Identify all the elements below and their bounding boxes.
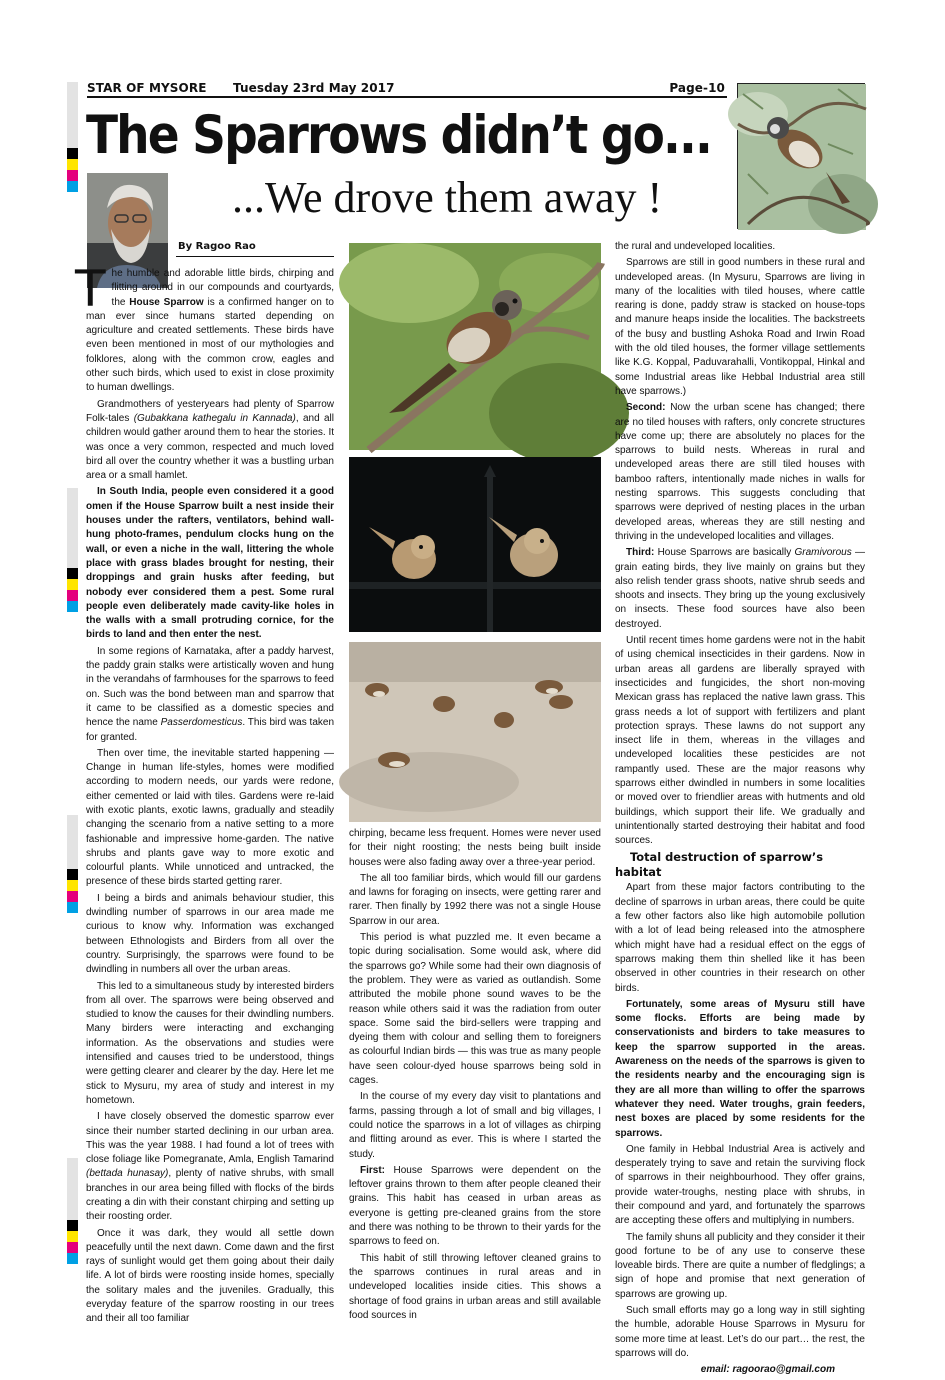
section-subheading: Total destruction of sparrow’s habitat [615,850,823,880]
paragraph: I have closely observed the domestic sparrow ever since their number started declining in our urban area. This was the year 1988. I had found a lot of trees with close foliage like Pomegranate, Amla, English Tamarind (bettada hunasay), plenty of native shrubs, with small branches in our area being filled with flocks of the birds creating a din with their constant chirping and setting up their roosting order. [86,1111,334,1223]
paragraph: This led to a simultaneous study by interested birders from all over. The sparrows were being observed and studied to know the causes for their dwindling numbers. Many birders were interacting and exchanging information. As the observations and studies were intensified and causes tried to be understood, things were getting clearer and clearer by the day. Here let me stick to Mysuru, my area of study and interest in my hometown. [86,980,334,1106]
page-number: Page-10 [669,81,725,95]
drop-cap: T [75,260,106,318]
paragraph: the rural and undeveloped localities. [615,241,776,252]
byline: By Ragoo Rao [178,241,256,252]
byline-rule [176,256,334,257]
article-column-3 [615,240,865,1380]
subheadline: ...We drove them away ! [232,173,663,222]
paragraph-bold: In South India, people even considered it a good omen if the House Sparrow built a nest inside their houses under the rafters, ventilators, behind wall-hung photo-frames, pendulum clocks hung on the wall, or even a niche in the wall, littering the whole place with grass blades brought for nesting, their droppings and grain husks after feeding, but nobody ever considered them a pest. Some rural people even deliberately made cavity-like holes in the walls with a small protruding cornice, for the birds to land and then enter the nest. [86,486,334,641]
paragraph: Until recent times home gardens were not in the habit of using chemical insecticides in their gardens. Now in urban areas all gardens are liberally sprayed with insecticides and fungicides, the short non-moving Mexican grass has replaced the native lawn grass. This grass needs a lot of support with fertilizers and plant protection sprays. These lawns do not support any insect life in them, whereas in the villages and undeveloped localities these pesticides are not rampantly used. These are the major reasons why sparrows either dwindled in numbers in some localities or moved over to friendlier areas with hutments and old buildings, which support their life. We gradually and unintentionally started destroying their habitat and food sources. [615,635,865,847]
issue-date: Tuesday 23rd May 2017 [233,81,395,95]
paragraph: Apart from these major factors contributing to the decline of sparrows in urban areas, there could be quite a few other factors also like high automobile pollution with a lot of lead being released into the atmosphere which might have had a residual effect on the eggs of sparrows making them thin shelled like it has been observed in other countries in their research on other birds. [615,882,865,994]
photo-sparrow-on-branch [349,243,601,450]
paragraph: Sparrows are still in good numbers in these rural and undeveloped areas. (In Mysuru, Sparrows are living in many of the localities with tiled houses, where cattle rearing is done, paddy straw is stacked on house-tops and manure heaps inside the localities. The backstreets of the busy and bustling Ashoka Road and Irwin Road with the old tiled houses, the former village settlements like K.G. Koppal, Paduvarahalli, Vontikoppal, Hinkal and some Industrial areas like Hebbal Industrial area still have sparrows.) [615,257,865,397]
color-registration-strip-bottom [67,1158,78,1264]
newspaper-name: STAR OF MYSORE [87,81,207,95]
paragraph: Grandmothers of yesteryears had plenty of Sparrow Folk-tales (Gubakkana kathegalu in Kannada), and all children would gather around them to hear the stories. It was once a very common, respected and much loved bird all over the country whether it was a bustling urban area or a small hamlet. [86,398,335,482]
masthead-bar [87,80,727,98]
paragraph: The family shuns all publicity and they consider it their good fortune to be of any use to conserve these loveable birds. There are quite a number of fledglings; a sign of hope and promise that next generation of sparrows are growing up. [615,1231,866,1300]
paragraph: chirping, became less frequent. Homes were never used for their night roosting; the nests being built inside houses were also fading away over a three-year period. [349,828,601,868]
paragraph: One family in Hebbal Industrial Area is actively and desperately trying to save and retain the surviving flock of sparrows in their neighbourhood. They offer grains, provide water-troughs, nesting place with shrubs, in their compound and yard, and fortunately the sparrows are accepting these offers and multiplying in numbers. [615,1143,865,1227]
paragraph: Second: Now the urban scene has changed; there are no tiled houses with rafters, only concrete structures have come up; there are absolutely no places for the sparrows to build nests. Whereas in rural and undeveloped areas there are still tiled houses with bamboo rafters, intentionally made niches in walls for nesting sparrows. This suggests concluding that sparrows were deprived of nesting places in the urban developed areas, whereas they are still nesting and thriving in the undeveloped localities and villages. [615,402,865,542]
paragraph: I being a birds and animals behaviour studier, this dwindling number of sparrows in our area made me curious to know why. Information was exchanged between Ethnologists and Birders from all over the country. Surprisingly, the sparrows were found to be dwindling in numbers all over the urban areas. [86,892,334,976]
color-registration-strip-mid [67,488,78,612]
color-registration-strip-top [67,82,78,192]
paragraph: This habit of still throwing leftover cleaned grains to the sparrows continues in rural areas and in undeveloped localities inside cities. This shows a shortage of food grains in urban areas and still available food sources in [349,1252,601,1321]
paragraph: Then over time, the inevitable started happening — Change in human life-styles, homes were modified according to modern needs, our yards were redone, either cemented or laid with tiles. Gardens were re-laid with exotic plants, exotic lawns, gradually and steadily changing the scenario from a native setting to a more fashionable and impressive home-garden. The native shrubs and plants gave way to more exotic and colourful plants. While unnoticed and untracked, the presence of these birds started getting rarer. [86,747,334,888]
paragraph: The all too familiar birds, which would fill our gardens and lawns for foraging on insects, were getting rarer and rarer. Then finally by 1992 there was not a single House Sparrow in our area. [349,872,601,927]
headline: The Sparrows didn’t go... [86,104,711,167]
paragraph-intro: The humble and adorable little birds, chirping and flitting around in our compounds and courtyards, the House Sparrow is a confirmed hanger on to man ever since humans started depending on agriculture and created settlements. These birds have even been mentioned in most of our mythologies and folklores, along with the common crow, eagles and other such birds, which used to exist in close proximity to human dwellings. [75,260,334,394]
author-email: email: ragoorao@gmail.com [700,1364,835,1376]
paragraph: In some regions of Karnataka, after a paddy harvest, the paddy grain stalks were artistically woven and hung in the verandahs of farmhouses for the sparrows to feed on. Such was the bond between man and sparrow that it came to be classified as a domestic species and hence the name Passerdomesticus. This bird was taken for granted. [86,645,335,743]
paragraph: In the course of my every day visit to plantations and farms, passing through a lot of small and big villages, I could notice the sparrows in a lot of villages as chirping and flitting around as ever. This is where I started the study. [349,1091,601,1160]
paragraph: Third: House Sparrows are basically Gramivorous — grain eating birds, they live mainly on grains but they also relish tender grass shoots, native shrub seeds and shoots and insects. They bring up the young exclusively on insects. These food sources have also been destroyed. [615,547,865,630]
photo-sparrows-feeding-on-ground [349,642,601,822]
paragraph: First: House Sparrows were dependent on the leftover grains thrown to them after people cleaned their grains. This habit has ceased in urban areas as everyone is getting pre-cleaned grains from the store and there was nothing to be thrown to their yards for the sparrows to feed on. [349,1164,601,1248]
paragraph: Once it was dark, they would all settle down peacefully until the next dawn. Come dawn and the first rays of sunlight would get them going about their daily life. A lot of birds were roosting inside homes, specially the solitary males and the juveniles. Gradually, this everyday feature of the sparrow roosting in our trees and their all too familiar [86,1227,334,1325]
photo-sparrow-on-branch-top [737,83,865,229]
paragraph: This period is what puzzled me. It even became a topic during socialisation. Some would ask, where did the sparrows go? While some had their own diagnosis of the problem. They were as varied as outlandish. Some attributed the mobile phone sound waves to be the reason while others said it was the radiation from outer space. Some said the bird-sellers were trapping and dyeing them with colour and selling them to foreigners as colourful Indian birds — this was true as many people have seen colour-dyed house sparrows being sold in cages. [349,932,601,1087]
color-registration-strip-lower [67,815,78,913]
article-column-1 [75,260,335,1329]
photo-two-sparrows-on-railing [349,457,601,632]
article-column-2 [349,827,601,1325]
paragraph: Such small efforts may go a long way in still sighting the humble, adorable House Sparrows in Mysuru for some more time at least. Let’s do our part… the rest, the sparrows will do. [615,1305,865,1359]
paragraph-bold: Fortunately, some areas of Mysuru still have some flocks. Efforts are being made by conservationists and birders to take measures to keep the sparrow supported in the areas. Awareness on the needs of the sparrows is given to the residents nearby and the encouraging sign is they are all more than willing to offer the sparrows whatever they need. Water troughs, grain feeders, nest boxes are placed by some residents for the sparrows. [615,998,865,1139]
